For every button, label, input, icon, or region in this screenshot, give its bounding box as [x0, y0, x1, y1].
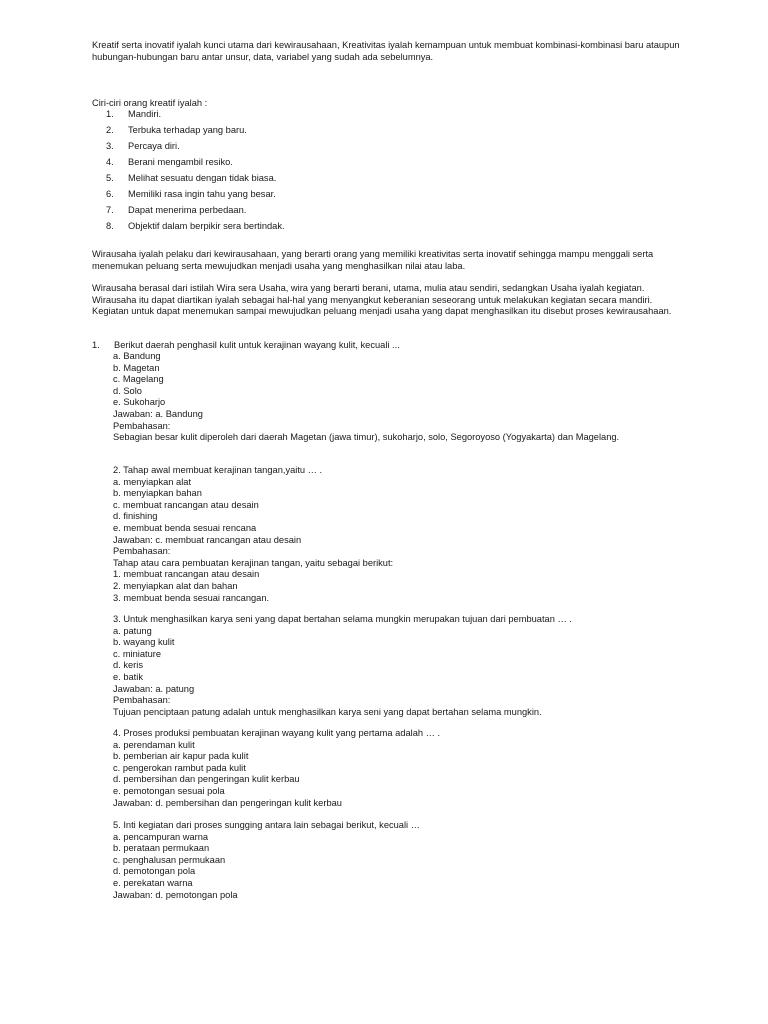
question-4-body [113, 728, 673, 809]
explanation-text: Tahap atau cara pembuatan kerajinan tangan, yaitu sebagai berikut: [113, 557, 394, 568]
question-1-body [113, 351, 673, 432]
answer: Jawaban: a. patung [113, 683, 195, 694]
option-d: d. pemotongan pola [113, 866, 196, 877]
question-1-explanation: Sebagian besar kulit diperoleh dari daerah Magetan (jawa timur), sukoharjo, solo, Segoroyoso (Yogyakarta) dan Magelang. [113, 432, 620, 442]
intro-paragraph: Kreatif serta inovatif iyalah kunci utama dari kewirausahaan, Kreativitas iyalah kemampuan untuk membuat kombinasi-kombinasi baru ataupun hubungan-hubungan baru antar unsur, data, variabel yang sudah ada sebelumnya. [92, 40, 680, 62]
list-item: 1. membuat rancangan atau desain [113, 569, 260, 580]
option-d: d. pembersihan dan pengeringan kulit kerbau [113, 774, 300, 785]
option-c: c. Magelang [113, 374, 164, 385]
explanation-label: Pembahasan: [113, 420, 171, 431]
option-c: c. miniature [113, 648, 162, 659]
option-b: b. menyiapkan bahan [113, 488, 202, 499]
option-a: a. menyiapkan alat [113, 476, 192, 487]
option-a: a. patung [113, 625, 152, 636]
option-b: b. pemberian air kapur pada kulit [113, 751, 249, 762]
option-a: a. perendaman kulit [113, 739, 195, 750]
list-item: 2. Terbuka terhadap yang baru. [106, 125, 247, 135]
option-b: b. perataan permukaan [113, 843, 210, 854]
option-c: c. pengerokan rambut pada kulit [113, 762, 246, 773]
list-item: 3. Percaya diri. [106, 141, 180, 151]
question-text: 5. Inti kegiatan dari proses sungging antara lain sebagai berikut, kecuali … [113, 820, 420, 830]
option-c: c. penghalusan permukaan [113, 854, 226, 865]
answer: Jawaban: d. pemotongan pola [113, 889, 238, 900]
wirausaha-paragraph: Wirausaha iyalah pelaku dari kewirausahaan, yang berarti orang yang memiliki kreativitas serta inovatif sehingga mampu menggali serta menemukan peluang serta mewujudkan menjadi usaha yang menghasilkan nilai atau laba. [92, 249, 654, 271]
list-item: 4. Berani mengambil resiko. [106, 157, 233, 167]
document-page: Kreatif serta inovatif iyalah kunci utama dari kewirausahaan, Kreativitas iyalah kemampuan untuk membuat kombinasi-kombinasi baru ataupun hubungan-hubungan baru antar unsur, data, variabel yang sudah ada sebelumnya. Ciri-ciri orang kreatif iyalah : 1. Mandiri. 2. Terbuka terhadap yang baru. 3. Percaya diri. 4. Berani mengambil resiko. 5. Melihat sesuatu dengan tidak biasa. 6. Memiliki rasa ingin tahu yang besar. 7. Dapat menerima perbedaan. 8. Objektif dalam berpikir sera bertindak. Wirausaha iyalah pelaku dari kewirausahaan, yang berarti orang yang memiliki kreativitas serta inovatif sehingga mampu menggali serta menemukan peluang serta mewujudkan menjadi usaha yang menghasilkan nilai atau laba. Wirausaha berasal dari istilah Wira sera Usaha, wira yang berarti berani, utama, mulia atau sendiri, sedangkan Usaha iyalah kegiatan. Wirausaha itu dapat diartikan iyalah sebagai hal-hal yang menyangkut keberanian seseorang untuk melakukan kegiatan secara mandiri. Kegiatan untuk dapat menemukan sampai mewujudkan peluang menjadi usaha yang dapat menghasilkan itu disebut proses kewirausahaan. 1. Berikut daerah penghasil kulit untuk kerajinan wayang kulit, kecuali ... a. Bandung b. Magetan c. Magelang d. Solo e. Sukoharjo Jawaban: a. Bandung Pembahasan: Sebagian besar kulit diperoleh dari daerah Magetan (jawa timur), sukoharjo, solo, Segoroyoso (Yogyakarta) dan Magelang. 2. Tahap awal membuat kerajinan tangan,yaitu … . a. menyiapkan alat b. menyiapkan bahan c. membuat rancangan atau desain d. finishing e. membuat benda sesuai rencana Jawaban: c. membuat rancangan atau desain Pembahasan: Tahap atau cara pembuatan kerajinan tangan, yaitu sebagai berikut: 1. membuat rancangan atau desain 2. menyiapkan alat dan bahan 3. membuat benda sesuai rancangan. 3. Untuk menghasilkan karya seni yang dapat bertahan selama mungkin merupakan tujuan dari pembuatan … . a. patung b. wayang kulit c. miniature d. keris e. batik Jawaban: a. patung Pembahasan: Tujuan penciptaan patung adalah untuk menghasilkan karya seni yang dapat bertahan selama mungkin. 4. Proses produksi pembuatan kerajinan wayang kulit yang pertama adalah … . a. perendaman kulit b. pemberian air kapur pada kulit c. pengerokan rambut pada kulit d. pembersihan dan pengeringan kulit kerbau e. pemotongan sesuai pola Jawaban: d. pembersihan dan pengeringan kulit kerbau 5. Inti kegiatan dari proses sungging antara lain sebagai berikut, kecuali … a. pencampuran warna b. perataan permukaan c. penghalusan permukaan d. pemotongan pola e. perekatan warna Jawaban: d. pemotongan pola [0, 0, 768, 1024]
option-e: e. batik [113, 671, 143, 682]
question-text: 2. Tahap awal membuat kerajinan tangan,yaitu … . [113, 465, 323, 475]
option-d: d. Solo [113, 385, 142, 396]
option-a: a. pencampuran warna [113, 831, 209, 842]
question-3-body [113, 614, 673, 718]
answer: Jawaban: a. Bandung [113, 408, 203, 419]
question-2-body [113, 465, 673, 604]
answer: Jawaban: d. pembersihan dan pengeringan kulit kerbau [113, 797, 342, 808]
option-d: d. keris [113, 660, 143, 671]
option-d: d. finishing [113, 511, 158, 522]
option-e: e. membuat benda sesuai rencana [113, 522, 257, 533]
ciri-heading: Ciri-ciri orang kreatif iyalah : [92, 98, 208, 108]
list-item: 1. Mandiri. [106, 109, 162, 119]
explanation-label: Pembahasan: [113, 546, 171, 557]
option-b: b. wayang kulit [113, 637, 175, 648]
list-item: 7. Dapat menerima perbedaan. [106, 205, 247, 215]
wirausaha-origin-paragraph: Wirausaha berasal dari istilah Wira sera Usaha, wira yang berarti berani, utama, mulia atau sendiri, sedangkan Usaha iyalah kegiatan. Wirausaha itu dapat diartikan iyalah sebagai hal-hal yang menyangkut keberanian seseorang untuk melakukan kegiatan secara mandiri. Kegiatan untuk dapat menemukan sampai mewujudkan peluang menjadi usaha yang dapat menghasilkan itu disebut proses kewirausahaan. [92, 283, 672, 317]
option-a: a. Bandung [113, 351, 161, 361]
explanation-text: Tujuan penciptaan patung adalah untuk menghasilkan karya seni yang dapat bertahan selama mungkin. [113, 706, 542, 717]
option-e: e. Sukoharjo [113, 397, 166, 408]
question-text: 4. Proses produksi pembuatan kerajinan wayang kulit yang pertama adalah … . [113, 728, 441, 738]
explanation-label: Pembahasan: [113, 695, 171, 706]
option-b: b. Magetan [113, 362, 160, 373]
option-c: c. membuat rancangan atau desain [113, 499, 259, 510]
list-item: 2. menyiapkan alat dan bahan [113, 580, 238, 591]
option-e: e. pemotongan sesuai pola [113, 785, 225, 796]
option-e: e. perekatan warna [113, 877, 193, 888]
list-item: 6. Memiliki rasa ingin tahu yang besar. [106, 189, 276, 199]
list-item: 8. Objektif dalam berpikir sera bertindak. [106, 221, 285, 231]
answer: Jawaban: c. membuat rancangan atau desain [113, 534, 302, 545]
question-5-body [113, 820, 673, 901]
list-item: 3. membuat benda sesuai rancangan. [113, 592, 270, 603]
question-text: 3. Untuk menghasilkan karya seni yang dapat bertahan selama mungkin merupakan tujuan dari pembuatan … . [113, 614, 572, 624]
list-item: 5. Melihat sesuatu dengan tidak biasa. [106, 173, 277, 183]
